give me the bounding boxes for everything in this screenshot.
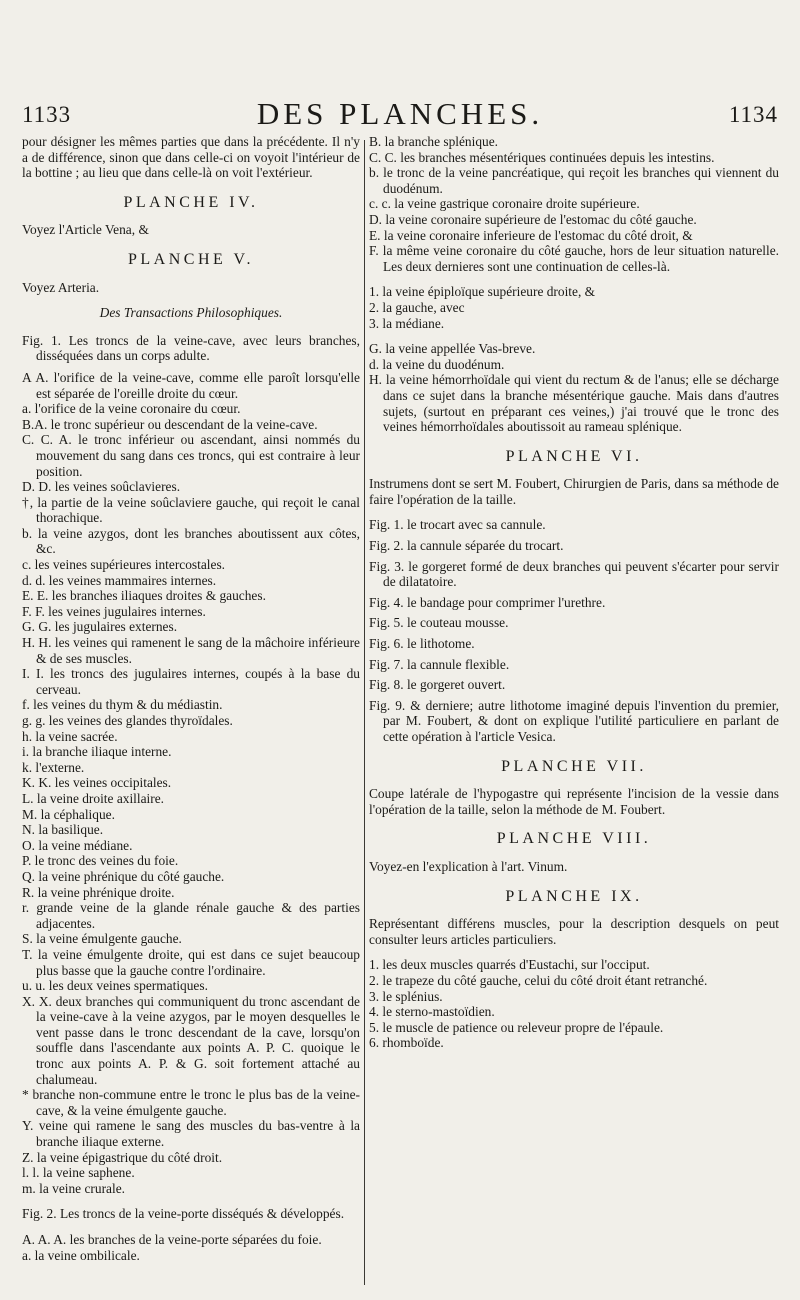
running-title: DES PLANCHES. bbox=[256, 96, 544, 131]
legend-entry: X. X. deux branches qui communiquent du tronc ascendant de la veine-cave à la veine azygos, par le moyen desquelles le vent passe dans le tronc descendant de la cave, lorsqu'on souffle dans l'ascendante aux points A. P. C. quoique le tronc aux points A. P. & G. soit fortement attaché au chalumeau. bbox=[22, 993, 360, 1087]
plate-6-heading: PLANCHE VI. bbox=[505, 447, 643, 465]
plate-7-heading: PLANCHE VII. bbox=[501, 757, 647, 775]
legend-entry: Y. veine qui ramene le sang des muscles du bas-ventre à la branche iliaque externe. bbox=[22, 1118, 360, 1150]
legend-entry: Z. la veine épigastrique du côté droit. bbox=[22, 1149, 223, 1165]
fig-1-legend bbox=[22, 370, 360, 1196]
legend-entry: T. la veine émulgente droite, qui est dans ce sujet beaucoup plus basse que la gauche contre l'ordinaire. bbox=[22, 946, 360, 978]
legend-entry: P. le tronc des veines du foie. bbox=[22, 853, 179, 869]
legend-entry: h. la veine sacrée. bbox=[22, 728, 118, 744]
legend-entry: F. F. les veines jugulaires internes. bbox=[22, 603, 206, 619]
page-number-left: 1133 bbox=[22, 102, 72, 127]
intro-paragraph: pour désigner les mêmes parties que dans la précédente. Il n'y a de différence, sinon que dans celle-ci on voyoit l'intérieur de la bottine ; au lieu que dans celle-là on voit l'extérieur. bbox=[22, 134, 360, 181]
legend-entry: a. l'orifice de la veine coronaire du cœur. bbox=[22, 401, 241, 417]
plate-4-heading: PLANCHE IV. bbox=[123, 193, 259, 211]
fig-entry: Fig. 1. le trocart avec sa cannule. bbox=[369, 517, 546, 533]
legend-entry: c. les veines supérieures intercostales. bbox=[22, 557, 226, 573]
plate-7-text: Coupe latérale de l'hypogastre qui représente l'incision de la vessie dans l'opération de la taille, selon la méthode de M. Foubert. bbox=[369, 786, 779, 817]
legend-entry: C. C. les branches mésentériques continuées depuis les intestins. bbox=[369, 149, 715, 165]
legend-entry: C. C. A. le tronc inférieur ou ascendant, ainsi nommés du mouvement du sang dans ces troncs, qui est contraire à leur position. bbox=[22, 432, 360, 479]
column-divider bbox=[364, 140, 365, 1285]
fig-entry: Fig. 7. la cannule flexible. bbox=[369, 656, 510, 672]
legend-entry: N. la basilique. bbox=[22, 822, 104, 838]
legend-entry: H. la veine hémorrhoïdale qui vient du rectum & de l'anus; elle se décharge dans ce sujet dans la branche mésentérique gauche. Mais dans d'autres sujets, (surtout en préparant ces veines,) j'ai trouvé que le tronc des veines hémorrhoïdales aboutissoit au rameau splénique. bbox=[369, 372, 779, 435]
fig-entry: Fig. 4. le bandage pour comprimer l'urethre. bbox=[369, 594, 606, 610]
plate-9-heading: PLANCHE IX. bbox=[505, 887, 643, 905]
plate-5-text: Voyez Arteria. bbox=[22, 279, 100, 295]
fig-2-caption: Fig. 2. Les troncs de la veine-porte disséqués & développés. bbox=[22, 1206, 345, 1222]
legend-entry: Q. la veine phrénique du côté gauche. bbox=[22, 868, 225, 884]
legend-entry: R. la veine phrénique droite. bbox=[22, 884, 175, 900]
legend-entry: 3. le splénius. bbox=[369, 988, 443, 1004]
plate-5-subheading: Des Transactions Philosophiques. bbox=[99, 305, 283, 321]
legend-entry: I. I. les troncs des jugulaires internes, coupés à la base du cerveau. bbox=[22, 666, 360, 697]
legend-entry: H. H. les veines qui ramenent le sang de la mâchoire inférieure & de ses muscles. bbox=[22, 635, 360, 666]
fig-entry: Fig. 2. la cannule séparée du trocart. bbox=[369, 538, 564, 554]
legend-entry: A. A. A. les branches de la veine-porte séparées du foie. bbox=[22, 1232, 322, 1247]
legend-entry: D. D. les veines soûclavieres. bbox=[22, 479, 181, 495]
legend-entry: E. la veine coronaire inferieure de l'estomac du côté droit, & bbox=[369, 227, 693, 243]
legend-entry: L. la veine droite axillaire. bbox=[22, 790, 165, 806]
legend-entry: d. la veine du duodénum. bbox=[369, 356, 505, 372]
plate-8-heading: PLANCHE VIII. bbox=[496, 830, 652, 848]
legend-entry: 5. le muscle de patience ou releveur propre de l'épaule. bbox=[369, 1019, 664, 1035]
legend-entry: i. la branche iliaque interne. bbox=[22, 744, 172, 760]
legend-entry: A A. l'orifice de la veine-cave, comme elle paroît lorsqu'elle est séparée de l'oreille droite du cœur. bbox=[22, 369, 360, 401]
page-number-right: 1134 bbox=[728, 102, 778, 127]
legend-entry: K. K. les veines occipitales. bbox=[22, 775, 172, 791]
legend-entry: F. la même veine coronaire du côté gauche, hors de leur situation naturelle. Les deux dernieres sont une continuation de celles-là. bbox=[369, 243, 779, 274]
legend-entry: l. l. la veine saphene. bbox=[22, 1165, 135, 1181]
fig-entry: Fig. 9. & derniere; autre lithotome imaginé depuis l'invention du premier, par M. Foubert, & dont on explique l'utilité particuliere en parlant de cette opération à l'article Vesica. bbox=[369, 697, 779, 744]
right-column bbox=[369, 134, 779, 1051]
legend-entry: G. la veine appellée Vas-breve. bbox=[369, 341, 536, 357]
legend-entry: b. la veine azygos, dont les branches aboutissent aux côtes, &c. bbox=[22, 525, 360, 557]
legend-entry: G. G. les jugulaires externes. bbox=[22, 619, 178, 635]
plate-9-text: Représentant différens muscles, pour la description desquels on peut consulter leurs articles particuliers. bbox=[369, 916, 779, 947]
plate-4-text: Voyez l'Article Vena, & bbox=[22, 222, 149, 238]
fig-entry: Fig. 8. le gorgeret ouvert. bbox=[369, 677, 506, 693]
legend-entry: 1. la veine épiploïque supérieure droite, & bbox=[369, 284, 596, 300]
fig-entry: Fig. 6. le lithotome. bbox=[369, 636, 475, 652]
plate-8-text: Voyez-en l'explication à l'art. Vinum. bbox=[369, 858, 568, 874]
fig-1-caption: Fig. 1. Les troncs de la veine-cave, avec leurs branches, disséquées dans un corps adulte. bbox=[22, 332, 360, 364]
plate-5-heading: PLANCHE V. bbox=[128, 250, 254, 268]
legend-entry: 6. rhomboïde. bbox=[369, 1035, 444, 1051]
legend-entry: k. l'externe. bbox=[22, 759, 85, 775]
legend-entry: O. la veine médiane. bbox=[22, 837, 133, 853]
fig-entry: Fig. 3. le gorgeret formé de deux branches qui peuvent s'écarter pour servir de dilatatoire. bbox=[369, 558, 779, 590]
legend-entry: b. le tronc de la veine pancréatique, qui reçoit les branches qui viennent du duodénum. bbox=[369, 165, 779, 196]
fig-entry: Fig. 5. le couteau mousse. bbox=[369, 615, 509, 631]
legend-entry: E. E. les branches iliaques droites & gauches. bbox=[22, 588, 266, 604]
legend-entry: B.A. le tronc supérieur ou descendant de la veine-cave. bbox=[22, 416, 318, 432]
legend-entry: c. c. la veine gastrique coronaire droite supérieure. bbox=[369, 196, 640, 212]
plate-6-text: Instrumens dont se sert M. Foubert, Chirurgien de Paris, dans sa méthode de faire l'opération de la taille. bbox=[369, 476, 779, 507]
legend-entry: 2. le trapeze du côté gauche, celui du côté droit étant retranché. bbox=[369, 972, 708, 988]
legend-entry: * branche non-commune entre le tronc le plus bas de la veine-cave, & la veine émulgente gauche. bbox=[22, 1087, 360, 1118]
legend-entry: D. la veine coronaire supérieure de l'estomac du côté gauche. bbox=[369, 211, 697, 227]
legend-entry: g. g. les veines des glandes thyroïdales. bbox=[22, 713, 233, 728]
legend-entry: B. la branche splénique. bbox=[369, 134, 499, 149]
legend-entry: 4. le sterno-mastoïdien. bbox=[369, 1004, 495, 1020]
legend-entry: d. d. les veines mammaires internes. bbox=[22, 572, 217, 588]
legend-entry: 2. la gauche, avec bbox=[369, 299, 465, 315]
legend-entry: 3. la médiane. bbox=[369, 315, 445, 331]
legend-entry: m. la veine crurale. bbox=[22, 1180, 125, 1196]
legend-entry: r. grande veine de la glande rénale gauche & des parties adjacentes. bbox=[22, 900, 360, 931]
legend-entry: u. u. les deux veines spermatiques. bbox=[22, 978, 208, 994]
left-column bbox=[22, 134, 360, 1263]
page-header bbox=[22, 96, 778, 136]
legend-entry: f. les veines du thym & du médiastin. bbox=[22, 697, 223, 713]
legend-entry: †, la partie de la veine soûclaviere gauche, qui reçoit le canal thorachique. bbox=[22, 494, 360, 526]
legend-entry: 1. les deux muscles quarrés d'Eustachi, sur l'occiput. bbox=[369, 957, 650, 973]
legend-entry: S. la veine émulgente gauche. bbox=[22, 931, 182, 947]
legend-entry: M. la céphalique. bbox=[22, 806, 115, 822]
legend-entry: a. la veine ombilicale. bbox=[22, 1247, 140, 1263]
